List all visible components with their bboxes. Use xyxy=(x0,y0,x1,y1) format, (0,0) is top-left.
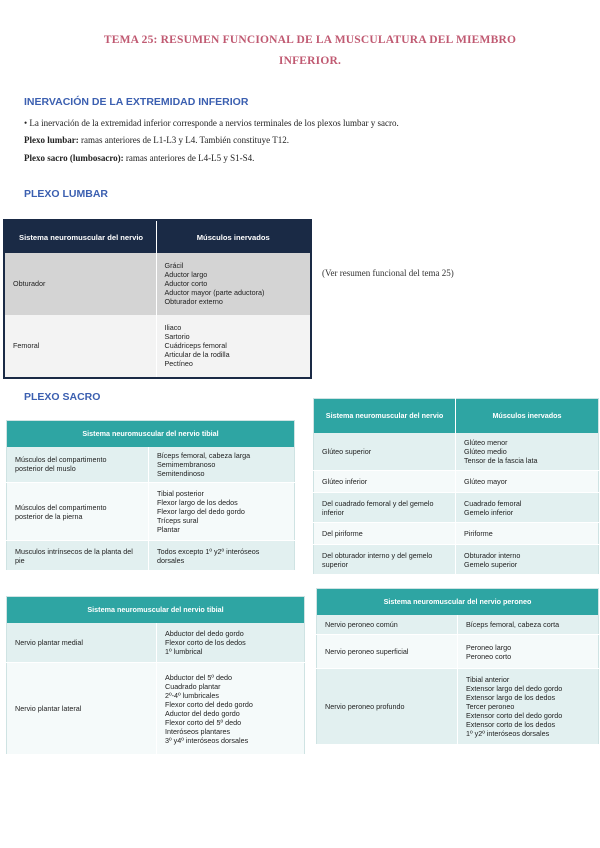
cell-line: Glúteo inferior xyxy=(322,477,368,486)
cell-line: Nervio peroneo profundo xyxy=(325,702,405,711)
lumbar-definition xyxy=(24,132,289,148)
cell-line: posterior de la pierna xyxy=(15,511,83,521)
lumbar-header-nerve: Sistema neuromuscular del nervio xyxy=(4,220,156,253)
cell-line: Tensor de la fascia lata xyxy=(464,455,538,465)
table-row xyxy=(317,635,599,669)
left-cell xyxy=(317,615,458,635)
cell-line: Peroneo corto xyxy=(466,651,512,661)
cell-line: Cuadrado plantar xyxy=(165,681,221,691)
muscle-item: Obturador externo xyxy=(164,297,223,307)
muscle-item: Articular de la rodilla xyxy=(164,350,230,360)
table-row xyxy=(7,483,295,541)
nerve-cell: Obturador xyxy=(4,253,156,315)
cell-line: Glúteo mayor xyxy=(464,477,508,486)
table-row xyxy=(317,615,599,635)
table-row xyxy=(314,493,599,523)
lumbar-header-muscles: Músculos inervados xyxy=(156,220,311,253)
cell-line: Bíceps femoral, cabeza corta xyxy=(466,619,560,629)
cell-line: Musculos intrínsecos de la planta del xyxy=(15,546,133,556)
cell-line: Tibial posterior xyxy=(157,489,204,498)
right-cell xyxy=(456,523,599,545)
right-cell xyxy=(456,493,599,523)
cell-line: Glúteo superior xyxy=(322,446,372,456)
cell-line: Extensor corto de los dedos xyxy=(466,720,556,729)
left-cell xyxy=(314,523,456,545)
cell-line: Extensor largo de los dedos xyxy=(466,693,556,702)
cell-line: Plantar xyxy=(157,525,180,534)
muscle-item: Pectíneo xyxy=(164,359,193,369)
sacro-text: ramas anteriores de L4-L5 y S1-S4. xyxy=(123,153,255,163)
cell-line: Nervio peroneo común xyxy=(325,619,398,629)
cell-line: Piriforme xyxy=(464,529,493,538)
cell-line: Del cuadrado femoral y del gemelo xyxy=(322,498,434,508)
cell-line: 3º y4º interóseos dorsales xyxy=(165,735,249,745)
table-row xyxy=(7,541,295,571)
nerve-cell: Femoral xyxy=(4,315,156,378)
table-row xyxy=(7,663,305,755)
right-cell xyxy=(456,433,599,471)
tibial-1-header: Sistema neuromuscular del nervio tibial xyxy=(7,421,295,447)
muscle-item: Aductor largo xyxy=(164,270,208,280)
sacro-definition xyxy=(24,150,254,166)
left-cell xyxy=(7,623,157,663)
peroneo-table xyxy=(316,588,599,745)
cell-line: Glúteo medio xyxy=(464,446,507,456)
table-row xyxy=(314,523,599,545)
cell-line: Del piriforme xyxy=(322,529,363,538)
muscle-item: Aductor corto xyxy=(164,279,208,289)
cell-line: Flexor corto de los dedos xyxy=(165,637,246,647)
right-cell xyxy=(458,635,599,669)
cell-line: Peroneo largo xyxy=(466,642,512,652)
innervation-bullet: • La inervación de la extremidad inferior corresponde a nervios terminales de los plexos lumbar y sacro. xyxy=(24,118,399,128)
left-cell xyxy=(7,541,149,571)
table-row xyxy=(314,471,599,493)
left-cell xyxy=(314,493,456,523)
lumbar-heading: PLEXO LUMBAR xyxy=(24,188,108,200)
cell-line: Flexor corto del dedo gordo xyxy=(165,699,253,709)
cell-line: Músculos del compartimento xyxy=(15,502,107,512)
right-cell xyxy=(458,615,599,635)
cell-line: 1º y2º interóseos dorsales xyxy=(466,729,550,738)
right-cell xyxy=(157,623,305,663)
muscles-cell xyxy=(156,253,311,315)
left-cell xyxy=(314,545,456,575)
cell-line: Tríceps sural xyxy=(157,516,199,525)
sacro-label: Plexo sacro (lumbosacro): xyxy=(24,153,124,163)
peroneo-header: Sistema neuromuscular del nervio peroneo xyxy=(317,589,599,615)
cell-line: dorsales xyxy=(157,555,185,565)
innervation-heading: INERVACIÓN DE LA EXTREMIDAD INFERIOR xyxy=(24,96,249,108)
right-cell xyxy=(149,483,295,541)
tibial-table-2 xyxy=(6,596,305,755)
title-line-1: TEMA 25: RESUMEN FUNCIONAL DE LA MUSCULATURA DEL MIEMBRO xyxy=(103,34,517,46)
cell-line: Abductor del 5º dedo xyxy=(165,672,232,682)
cell-line: Gemelo inferior xyxy=(464,507,514,517)
cell-line: Nervio peroneo superficial xyxy=(325,647,409,656)
left-cell xyxy=(317,635,458,669)
cell-line: Tibial anterior xyxy=(466,675,510,684)
muscle-item: Grácil xyxy=(164,261,184,271)
cell-line: Gemelo superior xyxy=(464,559,518,569)
gluteal-header-nerve: Sistema neuromuscular del nervio xyxy=(314,399,456,433)
tibial-2-header: Sistema neuromuscular del nervio tibial xyxy=(7,597,305,623)
cell-line: Tercer peroneo xyxy=(466,702,515,711)
page-title xyxy=(60,30,560,72)
muscle-item: Iliaco xyxy=(164,323,182,333)
muscles-cell xyxy=(156,315,311,378)
table-row xyxy=(7,623,305,663)
cell-line: Extensor largo del dedo gordo xyxy=(466,684,563,693)
left-cell xyxy=(314,471,456,493)
right-cell xyxy=(456,471,599,493)
lumbar-table xyxy=(3,219,312,379)
right-cell xyxy=(458,669,599,745)
lumbar-note: (Ver resumen funcional del tema 25) xyxy=(322,268,454,278)
cell-line: Semimembranoso xyxy=(157,459,216,469)
left-cell xyxy=(317,669,458,745)
cell-line: Bíceps femoral, cabeza larga xyxy=(157,450,251,460)
gluteal-header-muscles: Músculos inervados xyxy=(456,399,599,433)
cell-line: Extensor corto del dedo gordo xyxy=(466,711,563,720)
cell-line: inferior xyxy=(322,507,344,517)
cell-line: Aductor del dedo gordo xyxy=(165,708,240,718)
cell-line: Flexor largo de los dedos xyxy=(157,498,238,507)
sacro-heading: PLEXO SACRO xyxy=(24,391,101,403)
cell-line: Glúteo menor xyxy=(464,437,508,447)
muscle-item: Aductor mayor (parte aductora) xyxy=(164,288,265,298)
cell-line: 1º lumbrical xyxy=(165,646,203,656)
table-row xyxy=(4,253,311,315)
muscle-item: Cuádriceps femoral xyxy=(164,341,227,351)
title-line-2: INFERIOR. xyxy=(278,55,342,67)
cell-line: Nervio plantar medial xyxy=(15,637,83,647)
lumbar-text: ramas anteriores de L1-L3 y L4. También constituye T12. xyxy=(78,135,289,145)
right-cell xyxy=(149,541,295,571)
table-row xyxy=(4,315,311,378)
tibial-table-1 xyxy=(6,420,295,571)
right-cell xyxy=(456,545,599,575)
table-row xyxy=(314,545,599,575)
left-cell xyxy=(7,663,157,755)
cell-line: pie xyxy=(15,555,25,565)
cell-line: Obturador interno xyxy=(464,550,521,560)
left-cell xyxy=(7,483,149,541)
cell-line: Interóseos plantares xyxy=(165,726,231,736)
gluteal-table xyxy=(313,398,599,575)
cell-line: Músculos del compartimento xyxy=(15,455,107,465)
cell-line: Flexor corto del 5º dedo xyxy=(165,717,242,727)
table-row xyxy=(7,447,295,483)
cell-line: superior xyxy=(322,559,348,569)
cell-line: Flexor largo del dedo gordo xyxy=(157,507,245,516)
cell-line: Nervio plantar lateral xyxy=(15,704,82,713)
muscle-item: Sartorio xyxy=(164,332,190,342)
cell-line: Cuadrado femoral xyxy=(464,498,522,508)
lumbar-label: Plexo lumbar: xyxy=(24,135,79,145)
cell-line: Todos excepto 1º y2º interóseos xyxy=(157,546,260,556)
cell-line: Del obturador interno y del gemelo xyxy=(322,550,433,560)
cell-line: 2º-4º lumbricales xyxy=(165,690,219,700)
left-cell xyxy=(7,447,149,483)
table-row xyxy=(317,669,599,745)
table-row xyxy=(314,433,599,471)
left-cell xyxy=(314,433,456,471)
cell-line: posterior del muslo xyxy=(15,464,76,474)
right-cell xyxy=(149,447,295,483)
right-cell xyxy=(157,663,305,755)
cell-line: Semitendinoso xyxy=(157,468,205,478)
cell-line: Abductor del dedo gordo xyxy=(165,628,244,638)
